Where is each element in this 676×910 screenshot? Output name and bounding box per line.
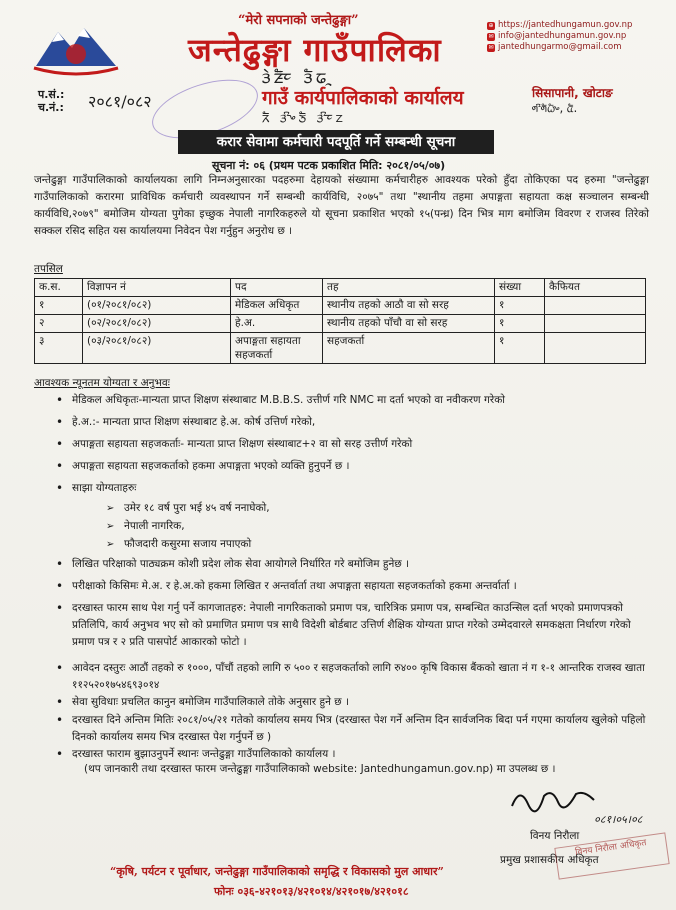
address-line: सिसापानी, खोटाङ: [532, 86, 613, 100]
info-item: • लिखित परिक्षाको पाठ्यक्रम कोशी प्रदेश लोक सेवा आयोगले निर्धारित गरे बमोजिम हुनेछ ।: [72, 556, 647, 573]
requirement-item: • अपाङ्गता सहायता सहजकर्ताको हकमा अपाङ्गता भएको व्यक्ति हुनुपर्ने छ ।: [72, 458, 647, 475]
col-post: पद: [231, 279, 323, 297]
cell: अपाङ्गता सहायता सहजकर्ता: [231, 333, 323, 364]
cell: (०२/२०८१/०८२): [83, 315, 231, 333]
col-count: संख्या: [495, 279, 545, 297]
info-item: • परीक्षाको किसिमः मे.अ. र हे.अ.को हकमा लिखित र अन्तर्वार्ता तथा अपाङ्गता सहायता सहजकर्ताको हकमा अन्तर्वार्ता ।: [72, 578, 647, 595]
contact-item: [487, 42, 632, 53]
info-item: • सेवा सुविधाः प्रचलित कानुन बमोजिम गाउँपालिकाले तोके अनुसार हुने छ ।: [72, 694, 647, 711]
sub-requirement: ➢ नेपाली नागरिक,: [124, 518, 185, 535]
cell: स्थानीय तहको पाँचौ वा सो सरह: [323, 315, 495, 333]
contact-email[interactable]: info@jantedhungamun.gov.np: [498, 31, 627, 41]
info-item: • दरखास्त दिने अन्तिम मितिः २०८१/०५/२१ गतेको कार्यालय समय भित्र (दरखास्त पेश गर्ने अन्तिम दिन सार्वजनिक बिदा पर्न गएमा कार्यालय खुलेको पहिलो दिनको कार्यालय समय भित्र दरखास्त पेश गर्नुपर्ने छ ): [72, 712, 647, 746]
web-icon: ⊕: [488, 21, 494, 29]
contact-item: [487, 20, 632, 31]
office-address: [532, 86, 613, 116]
organization-name-limbu: ᤋᤧᤏ᤺ᤠᤰ ᤋᤠᤒᤳ: [262, 64, 335, 88]
table-header-row: [35, 279, 646, 297]
table-row: [35, 297, 646, 315]
footer-slogan: “कृषि, पर्यटन र पूर्वाधार, जन्तेढुङ्गा गाउँपालिकाको समृद्धि र विकासको मुल आधार”: [110, 865, 444, 878]
notice-number: सूचना नं: ०६ (प्रथम पटक प्रकाशित मिति: २०८१/०५/०७): [212, 159, 446, 172]
sub-requirement: ➢ उमेर १८ वर्ष पुरा भई ४५ वर्ष ननाघेको,: [124, 500, 270, 517]
official-stamp: विनय निरौला अधिकृत: [554, 832, 669, 879]
signatory-post: प्रमुख प्रशासकीय अधिकृत: [500, 854, 599, 866]
col-ad-no: विज्ञापन नं: [83, 279, 231, 297]
cell: मेडिकल अधिकृत: [231, 297, 323, 315]
office-name: गाउँ कार्यपालिकाको कार्यालय: [262, 87, 464, 109]
table-row: [35, 315, 646, 333]
sub-requirement: ➢ फौजदारी कसुरमा सजाय नपाएको: [124, 536, 251, 553]
footer-phone: फोनः ०३६-४२१०१३/४२१०१४/४२१०१७/४२१०१८: [214, 885, 409, 898]
requirement-item: • अपाङ्गता सहायता सहजकर्ताः- मान्यता प्राप्त शिक्षण संस्थाबाट+२ वा सो सरह उत्तीर्ण गरेको: [72, 436, 647, 453]
cell: हे.अ.: [231, 315, 323, 333]
cell: ३: [35, 333, 83, 364]
nepal-emblem-logo: [28, 14, 124, 80]
signature-mark: [508, 782, 598, 816]
contact-website[interactable]: https://jantedhungamun.gov.np: [498, 20, 633, 30]
cell: [545, 333, 646, 364]
info-item: • दरखास्त फारम साथ पेश गर्नु पर्ने कागजातहरु: नेपाली नागरिकताको प्रमाण पत्र, चारित्रिक प्रमाण पत्र, सम्बन्धित काउन्सिल दर्ता भएको प्रमाणपत्रको प्रतिलिपि, कार्य अनुभव भए सो को प्रमाणित प्रमाण पत्र साथै विदेशी बोर्डबाट उत्तिर्ण शैक्षिक योग्यता प्राप्त गरेको उम्मेदवारले समकक्षता निर्धारण गरेको प्रमाण पत्र र २ प्रति पासपोर्ट आकारको फोटो ।: [72, 600, 647, 651]
signatory-name: विनय निरौला: [530, 830, 580, 842]
email-icon: ✉: [488, 32, 494, 40]
requirements-heading: आवश्यक न्यूनतम योग्यता र अनुभवः: [34, 377, 170, 389]
cell: स्थानीय तहको आठौ वा सो सरह: [323, 297, 495, 315]
requirement-item: • मेडिकल अधिकृतः-मान्यता प्राप्त शिक्षण संस्थाबाट M.B.B.S. उत्तीर्ण गरि NMC मा दर्ता भएको वा नवीकरण गरेको: [72, 392, 647, 409]
address-line-limbu: ᤛᤡᤛᤠᤐᤠᤴ, ᤂᤠ.: [532, 101, 578, 115]
reference-labels: [38, 88, 64, 114]
vacancy-table: [34, 278, 646, 364]
cell: १: [495, 333, 545, 364]
signature-date: ०८१।०५।०८: [594, 813, 643, 826]
cell: १: [495, 315, 545, 333]
office-name-limbu: ᤖᤠ ᤋᤡᤴᤍᤠ ᤋᤡᤰᤁ: [262, 108, 346, 126]
requirement-item: • हे.अ.:- मान्यता प्राप्त शिक्षण संस्थाबाट हे.अ. कोर्ष उत्तिर्ण गरेको,: [72, 414, 647, 431]
table-row: [35, 333, 646, 364]
email-icon: ✉: [488, 43, 494, 51]
cell: १: [495, 297, 545, 315]
motto: “मेरो सपनाको जन्तेढुङ्गा”: [238, 13, 359, 28]
cell: (०१/२०८१/०८२): [83, 297, 231, 315]
contact-item: [487, 31, 632, 42]
cell: सहजकर्ता: [323, 333, 495, 364]
info-item: • दरखास्त फाराम बुझाउनुपर्ने स्थानः जन्तेढुङ्गा गाउँपालिकाको कार्यालय ।: [72, 746, 647, 763]
cell: [545, 315, 646, 333]
col-sn: क.स.: [35, 279, 83, 297]
cell: १: [35, 297, 83, 315]
organization-name: जन्तेढुङ्गा गाउँपालिका: [188, 31, 442, 69]
contact-email-alt[interactable]: jantedhungarmo@gmail.com: [498, 42, 622, 52]
info-item: • आवेदन दस्तुरः आठौं तहको रु १०००, पाँचौं तहको लागि रु ५०० र सहजकर्ताको लागि रु४०० कृषि विकास बैंकको खाता नं ग १-१ आन्तरिक राजस्व खाता ११२५२०१७५४६९३०१४: [72, 660, 647, 694]
col-level: तह: [323, 279, 495, 297]
tapsil-heading: तपसिल: [34, 263, 63, 275]
cell: (०३/२०८१/०८२): [83, 333, 231, 364]
notice-intro: जन्तेढुङ्गा गाउँपालिकाको कार्यालयका लागि निम्नअनुसारका पदहरुमा देहायको संख्यामा कर्मचारीहरु आवश्यक परेको हुँदा तोकिएका पद हरुमा "जन्तेढुङ्गा गाउँपालिकाको करारमा प्राविधिक कर्मचारी व्यवस्थापन गर्ने सम्बन्धी कार्यविधि, २०७५" तथा "स्थानीय तहमा अपाङ्गता सहायता कक्ष सञ्चालन सम्बन्धी कार्यविधि,२०७९" बमोजिम योग्यता पुगेका इच्छुक नेपाली नागरिकहरुले यो सूचना प्रकाशित भएको १५(पन्ध्र) दिन भित्र माग बमोजिम विवरण र राजस्व तिरेको सक्कल रसिद सहित यस कार्यालयमा निवेदन पेश गर्नुहुन अनुरोध छ ।: [34, 174, 649, 237]
requirement-item: • साझा योग्यताहरुः: [72, 480, 647, 497]
notice-title: करार सेवामा कर्मचारी पदपूर्ति गर्ने सम्बन्धी सूचना: [178, 130, 494, 154]
ref-label-chn: च.नं.:: [38, 101, 64, 114]
contact-list: [487, 20, 632, 53]
fiscal-year: २०८१/०८२: [88, 92, 152, 111]
ref-label-ps: प.सं.:: [38, 88, 65, 101]
col-remarks: कैफियत: [545, 279, 646, 297]
cell: [545, 297, 646, 315]
website-note: (थप जानकारी तथा दरखास्त फारम जन्तेढुङ्गा गाउँपालिकाको website: Jantedhungamun.gov.np) मा उपलब्ध छ ।: [84, 763, 556, 775]
cell: २: [35, 315, 83, 333]
